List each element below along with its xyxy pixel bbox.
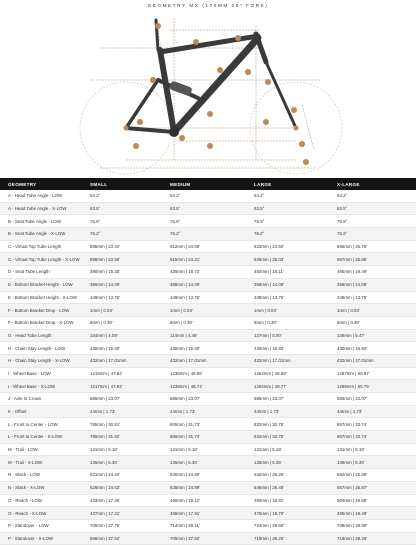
table-cell: 586mm | 23.07' (170, 396, 201, 402)
table-cell: 612mm | 24.09' (170, 244, 201, 250)
table-cell: 806mm | 31.73' (170, 421, 201, 427)
rear-shock (169, 80, 193, 96)
table-cell: 136mm | 5.36' (90, 459, 118, 465)
table-cell: 8mm | 0.30' (170, 320, 193, 326)
table-row (0, 228, 416, 241)
table-row (0, 444, 416, 457)
table-cell: 1238mm | 48.74' (170, 383, 203, 389)
table-cell: 714mm | 28.11' (170, 523, 200, 529)
table-cell: B - Seat Tube Angle - X-LOW (8, 231, 66, 237)
table-cell: 832mm | 32.75' (254, 434, 285, 440)
table-cell: 586mm | 23.07' (90, 396, 121, 402)
table-cell: 114mm | 4.49' (170, 332, 198, 338)
table-row (0, 431, 416, 444)
table-cell: M - Trail - LOW (8, 447, 38, 453)
table-cell: L - Front to Center - X-LOW (8, 434, 63, 440)
table-cell: 437mm | 17.21' (90, 510, 121, 516)
table-cell: 349mm | 13.75' (254, 294, 285, 300)
table-cell: C - Virtual Top Tube Length - X-LOW (8, 256, 80, 262)
table-cell: 76.9° (254, 218, 265, 224)
table-cell: H - Chain Stay Length - X-LOW (8, 358, 70, 364)
table-cell: 76.9° (170, 218, 181, 224)
table-row (0, 203, 416, 216)
table-cell: 349mm | 13.75' (337, 294, 368, 300)
table-cell: 857mm | 33.74' (337, 421, 368, 427)
table-cell: 136mm | 5.36' (254, 459, 282, 465)
table-row (0, 380, 416, 393)
table-cell: 806mm | 31.74' (170, 434, 201, 440)
table-cell: 1287mm | 50.67' (337, 370, 370, 376)
table-cell: 460mm | 18.12' (170, 497, 201, 503)
table-cell: 44mm | 1.73' (90, 409, 116, 415)
table-cell: E - Bottom Bracket Height - LOW (8, 282, 73, 288)
table-row (0, 355, 416, 368)
table-row (0, 393, 416, 406)
table-cell: 390mm | 15.35' (90, 269, 121, 275)
table-cell: 76.2° (337, 231, 348, 237)
table-cell: 8mm | 0.30' (337, 320, 360, 326)
table-cell: 595mm | 23.44' (90, 244, 121, 250)
table-cell: 480mm | 18.91' (254, 497, 285, 503)
table-cell: 636mm | 25.03' (254, 256, 285, 262)
geometry-table (0, 178, 416, 545)
table-row (0, 482, 416, 495)
table-cell: 349mm | 13.75' (170, 294, 201, 300)
table-row (0, 495, 416, 508)
table-row (0, 533, 416, 545)
table-row (0, 190, 416, 203)
table-cell: 76.9° (337, 218, 348, 224)
page-title: GEOMETRY MX (170MM 29" FORK) (147, 3, 269, 8)
table-cell: 131mm | 5.18' (337, 447, 365, 453)
table-cell: 76.2° (254, 231, 265, 237)
table-cell: 136mm | 5.36' (170, 459, 198, 465)
table-cell: 44mm | 1.73' (337, 409, 363, 415)
table-cell: 460mm | 18.11' (254, 269, 284, 275)
table-cell: 349mm | 13.75' (90, 294, 121, 300)
table-cell: A - Head Tube Angle - X-LOW (8, 206, 67, 212)
table-cell: 586mm | 23.07' (337, 396, 368, 402)
table-cell: 358mm | 14.09' (170, 282, 201, 288)
table-cell: 432mm | 17.01mm (170, 358, 207, 364)
table-row (0, 266, 416, 279)
table-cell: E - Bottom Bracket Height - X-LOW (8, 294, 78, 300)
table-cell: 1mm | 0.04' (254, 307, 277, 313)
table-cell: 699mm | 27.54' (90, 535, 121, 541)
table-cell: C - Virtual Top Tube Length (8, 244, 62, 250)
table-cell: 621mm | 24.44' (90, 472, 121, 478)
table-cell: 432mm | 17.01mm (254, 358, 291, 364)
table-cell: 430mm | 16.93' (90, 345, 121, 351)
table-cell: 646mm | 25.45' (254, 485, 285, 491)
table-row (0, 292, 416, 305)
table-row (0, 469, 416, 482)
table-cell: 785mm | 30.91' (90, 421, 121, 427)
table-row (0, 215, 416, 228)
bike-geometry-diagram (70, 10, 346, 176)
table-cell: 598mm | 23.55' (90, 256, 121, 262)
table-cell: I - Wheel Base - X-LOW (8, 383, 56, 389)
table-row (0, 253, 416, 266)
table-cell: L - Front to Center - LOW (8, 421, 58, 427)
table-body (0, 190, 416, 545)
table-header (0, 178, 416, 190)
table-cell: 64.2° (170, 193, 181, 199)
table-cell: F - Bottom Bracket Drop - LOW (8, 307, 70, 313)
table-cell: 430mm | 16.93' (337, 345, 368, 351)
table-cell: G - Head Tube Length (8, 332, 52, 338)
table-cell: 1mm | 0.04' (337, 307, 360, 313)
table-cell: 495mm | 19.49' (337, 510, 368, 516)
table-cell: 139mm | 5.47' (337, 332, 365, 338)
table-cell: 1217mm | 47.92' (90, 383, 123, 389)
table-cell: 586mm | 23.07' (254, 396, 285, 402)
table-row (0, 507, 416, 520)
table-cell: 736mm | 28.99' (337, 523, 368, 529)
table-cell: H - Chain Stay Length - LOW (8, 345, 66, 351)
table-cell: 131mm | 5.18' (254, 447, 282, 453)
table-cell: 857mm | 33.74' (337, 434, 368, 440)
table-cell: 44mm | 1.73' (254, 409, 280, 415)
table-cell: 656mm | 25.76' (337, 244, 368, 250)
header-medium: MEDIUM (170, 181, 191, 187)
table-cell: 709mm | 27.93' (170, 535, 201, 541)
table-cell: 657mm | 25.86' (337, 256, 368, 262)
table-cell: 1262mm | 49.69' (254, 370, 287, 376)
header-small: SMALL (90, 181, 108, 187)
table-cell: 630mm | 24.80' (170, 472, 201, 478)
table-cell: 358mm | 14.09' (254, 282, 285, 288)
table-row (0, 279, 416, 292)
table-row (0, 304, 416, 317)
table-cell: 455mm | 17.91' (170, 510, 201, 516)
table-cell: 657mm | 25.87' (337, 485, 368, 491)
table-cell: J - Axle to Crown (8, 396, 42, 402)
table-cell: N - Stack - X-LOW (8, 485, 45, 491)
table-cell: M - Trail - X-LOW (8, 459, 43, 465)
table-cell: 705mm | 27.75' (90, 523, 121, 529)
table-cell: 1mm | 0.04' (170, 307, 193, 313)
table-cell: 500mm | 19.69' (337, 497, 368, 503)
header-large: LARGE (254, 181, 272, 187)
table-cell: 136mm | 5.36' (337, 459, 365, 465)
table-cell: 626mm | 24.63' (90, 485, 121, 491)
table-cell: 127mm | 5.00' (254, 332, 282, 338)
table-cell: B - Seat Tube Angle - LOW (8, 218, 61, 224)
table-cell: 430mm | 16.93' (170, 345, 201, 351)
table-cell: 832mm | 32.75' (254, 421, 285, 427)
table-cell: 718mm | 28.25' (337, 535, 368, 541)
header-geometry: GEOMETRY (8, 181, 37, 187)
table-cell: 475mm | 18.70' (254, 510, 285, 516)
table-cell: 64.2° (90, 193, 101, 199)
table-cell: 633mm | 24.92' (254, 244, 285, 250)
table-cell: P - Standover - LOW (8, 523, 49, 529)
table-cell: 76.2° (170, 231, 181, 237)
table-cell: 1289mm | 50.75' (337, 383, 370, 389)
table-cell: 63.5° (337, 206, 348, 212)
table-cell: N - Stack - LOW (8, 472, 40, 478)
table-cell: O - Reach - X-LOW (8, 510, 47, 516)
front-axle (294, 126, 299, 131)
table-cell: 63.5° (90, 206, 101, 212)
table-row (0, 241, 416, 254)
table-cell: 425mm | 16.73' (170, 269, 201, 275)
bottom-bracket (169, 127, 179, 137)
table-cell: 1236mm | 48.66' (170, 370, 203, 376)
table-cell: 8mm | 0.30' (254, 320, 277, 326)
table-cell: 495mm | 19.49' (337, 269, 368, 275)
table-row (0, 368, 416, 381)
table-cell: 1264mm | 49.77' (254, 383, 287, 389)
table-cell: 642mm | 25.26' (254, 472, 285, 478)
table-cell: 64.2° (337, 193, 348, 199)
table-cell: 104mm | 4.09' (90, 332, 118, 338)
table-cell: 430mm | 16.93' (254, 345, 285, 351)
table-cell: 76.9° (90, 218, 101, 224)
table-cell: K - Offset (8, 409, 27, 415)
table-cell: 718mm | 28.25' (254, 535, 285, 541)
table-cell: F - Bottom Bracket Drop - X-LOW (8, 320, 74, 326)
table-cell: 432mm | 17.01mm (337, 358, 374, 364)
table-cell: 131mm | 5.18' (170, 447, 198, 453)
table-cell: I - Wheel Base - LOW (8, 370, 51, 376)
header-x-large: X-LARGE (337, 181, 360, 187)
table-cell: 1215mm | 47.84' (90, 370, 123, 376)
table-cell: 443mm | 17.45' (90, 497, 121, 503)
table-cell: O - Reach - LOW (8, 497, 42, 503)
table-cell: 615mm | 24.21' (170, 256, 201, 262)
table-cell: 652mm | 25.69' (337, 472, 368, 478)
table-row (0, 418, 416, 431)
rear-axle (124, 126, 129, 131)
table-cell: 432mm | 17.01mm (90, 358, 127, 364)
table-cell: 44mm | 1.73' (170, 409, 196, 415)
table-cell: 131mm | 5.18' (90, 447, 118, 453)
table-row (0, 406, 416, 419)
table-row (0, 520, 416, 533)
table-cell: 1mm | 0.04' (90, 307, 113, 313)
table-row (0, 456, 416, 469)
table-cell: D - Seat Tube Length (8, 269, 50, 275)
table-row (0, 342, 416, 355)
table-row (0, 317, 416, 330)
table-cell: 635mm | 24.99' (170, 485, 201, 491)
table-cell: P - Standover - X-LOW (8, 535, 54, 541)
table-cell: 63.5° (170, 206, 181, 212)
table-cell: 76.2° (90, 231, 101, 237)
table-cell: 8mm | 0.30' (90, 320, 113, 326)
table-row (0, 330, 416, 343)
table-cell: 724mm | 28.50' (254, 523, 285, 529)
table-cell: A - Head Tube Angle - LOW (8, 193, 63, 199)
table-cell: 63.5° (254, 206, 265, 212)
table-cell: 785mm | 31.91' (90, 434, 121, 440)
table-cell: 358mm | 14.09' (337, 282, 368, 288)
table-cell: 64.2° (254, 193, 265, 199)
table-cell: 356mm | 14.09' (90, 282, 121, 288)
